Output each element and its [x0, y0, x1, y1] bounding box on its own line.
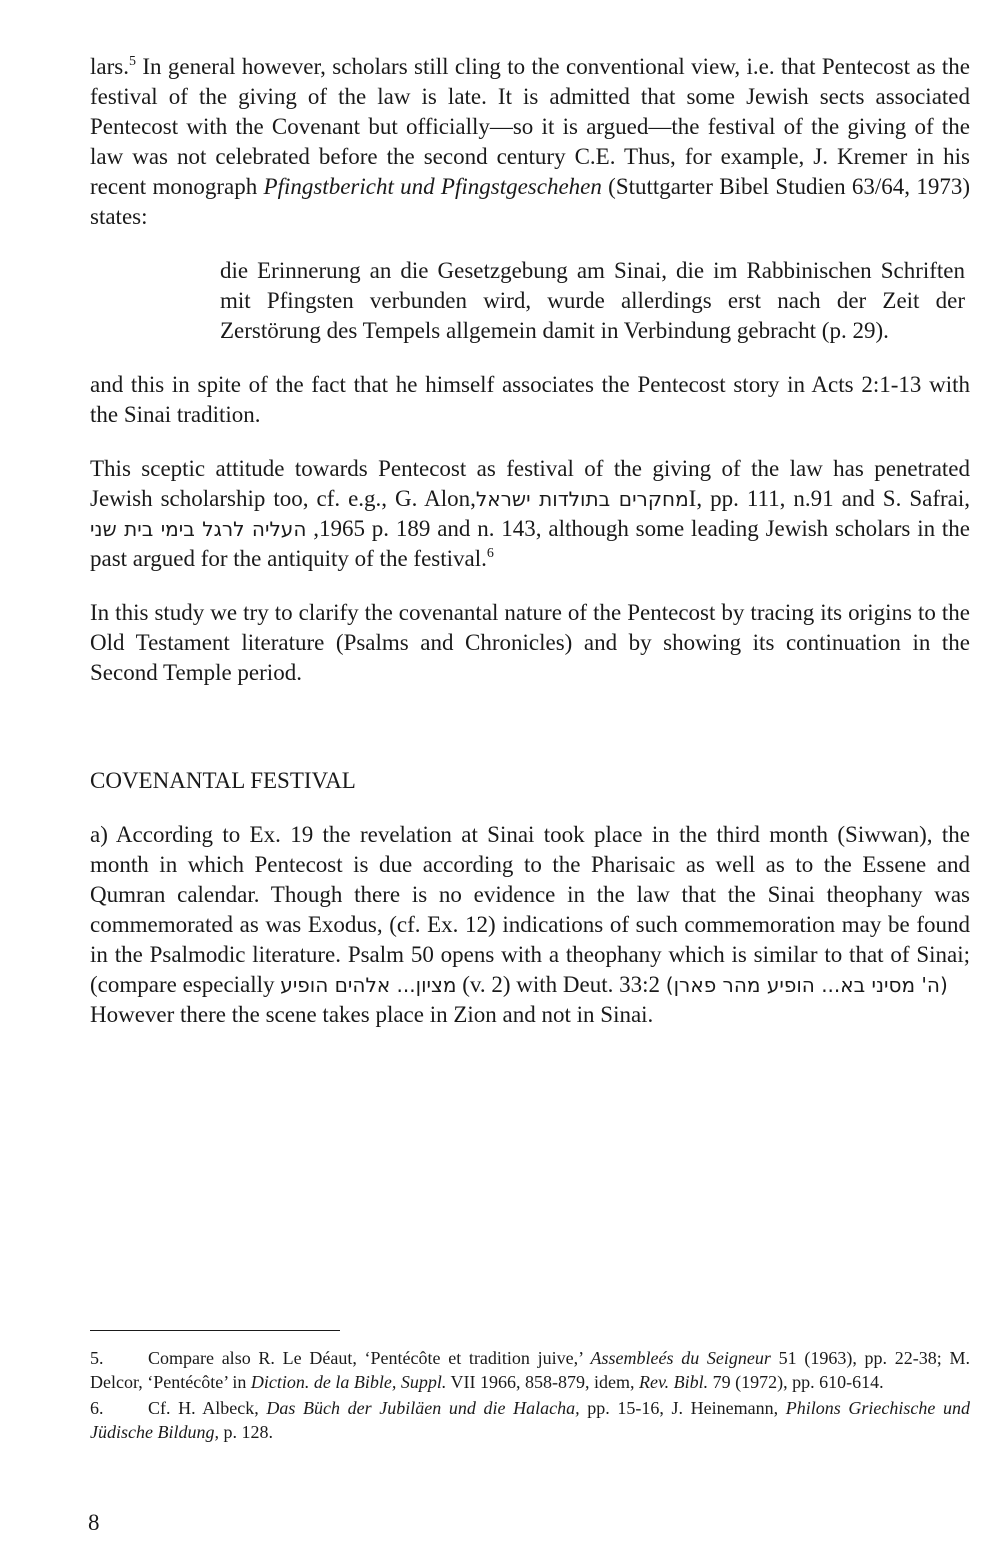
block-quote: die Erinnerung an die Gesetzgebung am Sinai, die im Rabbinischen Schriften mit Pfingsten verbunden wird, wurde allerdings erst nach der Zeit der Zerstörung des Tempels allgemein damit in Verbindung gebracht (p. 29).	[220, 258, 965, 343]
monograph-title: Pfingstbericht und Pfingstgeschehen	[263, 174, 602, 199]
text-run: (v. 2) with Deut. 33:2	[456, 972, 666, 997]
text-run: a) According to Ex. 19 the revelation at Sinai took place in the third month (Siwwan), the month in which Pentecost is due according to the Pharisaic as well as to the Essene and Qumran calendar. Though there is no evidence in the law that the Sinai theophany was commemorated as was Exodus, (cf. Ex. 12) indications of such commemoration may be found in the Psalmodic literature. Psalm 50 opens with a theophany which is similar to that of Sinai; (compare especially	[90, 822, 970, 997]
text-run: However there the scene takes place in Zion and not in Sinai.	[90, 1002, 654, 1027]
section-heading: COVENANTAL FESTIVAL	[90, 768, 356, 793]
paragraph-2: and this in spite of the fact that he himself associates the Pentecost story in Acts 2:1-13 with the Sinai tradition.	[90, 372, 970, 427]
paragraph-3	[90, 454, 970, 574]
journal-title: Diction. de la Bible, Suppl.	[250, 1372, 447, 1392]
main-text	[90, 52, 970, 1054]
hebrew-title-1: מחקרים בתולדות ישראל	[475, 487, 689, 511]
paragraph-4: In this study we try to clarify the covenantal nature of the Pentecost by tracing its origins to the Old Testament literature (Psalms and Chronicles) and by showing its continuation in the Second Temple period.	[90, 600, 970, 685]
hebrew-title-2: העליה לרגל בימי בית שני	[90, 517, 307, 541]
book-title: Das Büch der Jubiläen und die Halacha,	[266, 1398, 580, 1418]
footnote-5	[90, 1346, 970, 1394]
journal-title: Assembleés du Seigneur	[590, 1348, 771, 1368]
footnotes	[90, 1346, 970, 1446]
footnote-ref-5[interactable]: 5	[128, 54, 136, 69]
text-run: lars.	[90, 54, 129, 79]
footnote-6	[90, 1396, 970, 1444]
hebrew-quote-1: מציון... אלהים הופיע	[280, 973, 457, 997]
text-run: I, pp. 111, n.91 and S. Safrai,	[688, 486, 970, 511]
paragraph-1	[90, 52, 970, 232]
text-run: Compare also R. Le Déaut, ‘Pentécôte et tradition juive,’	[148, 1348, 591, 1368]
footnote-ref-6[interactable]: 6	[486, 546, 494, 561]
text-run: In general however, scholars still cling to the conventional view, i.e. that Pentecost as the festival of the giving of the law is late. It is admitted that some Jewish sects associated Pentecost with the Covenant but officially—so it is argued—the festival of the giving of the law was not celebrated before the second century C.E. Thus, for example, J. Kremer in his recent monograph	[90, 54, 970, 199]
page-number: 8	[88, 1510, 100, 1535]
text-run: p. 128.	[218, 1422, 273, 1442]
text-run: ,1965 p. 189 and n. 143, although some leading Jewish scholars in the past argued for the antiquity of the festival.	[90, 516, 970, 571]
footnote-divider	[90, 1330, 340, 1331]
text-run: VII 1966, 858-879, idem,	[446, 1372, 639, 1392]
text-run: (Stuttgarter Bibel Studien 63/64, 1973) states:	[90, 174, 971, 229]
text-run: This sceptic attitude towards Pentecost as festival of the giving of the law has penetrated Jewish scholarship too, cf. e.g., G. Alon,	[90, 456, 970, 511]
paragraph-5	[90, 820, 970, 1030]
footnote-number: 5.	[90, 1348, 104, 1368]
text-run: Cf. H. Albeck,	[148, 1398, 267, 1418]
text-run: pp. 15-16, J. Heinemann,	[579, 1398, 786, 1418]
book-title: Philons Griechische und Jüdische Bildung,	[90, 1398, 970, 1442]
journal-title: Rev. Bibl.	[639, 1372, 709, 1392]
text-run: 51 (1963), pp. 22-38; M. Delcor, ‘Pentécôte’ in	[90, 1348, 970, 1392]
text-run: 79 (1972), pp. 610-614.	[708, 1372, 884, 1392]
footnote-number: 6.	[90, 1398, 104, 1418]
hebrew-quote-2: (ה' מסיני בא... הופיע מהר פארן)	[665, 973, 948, 997]
